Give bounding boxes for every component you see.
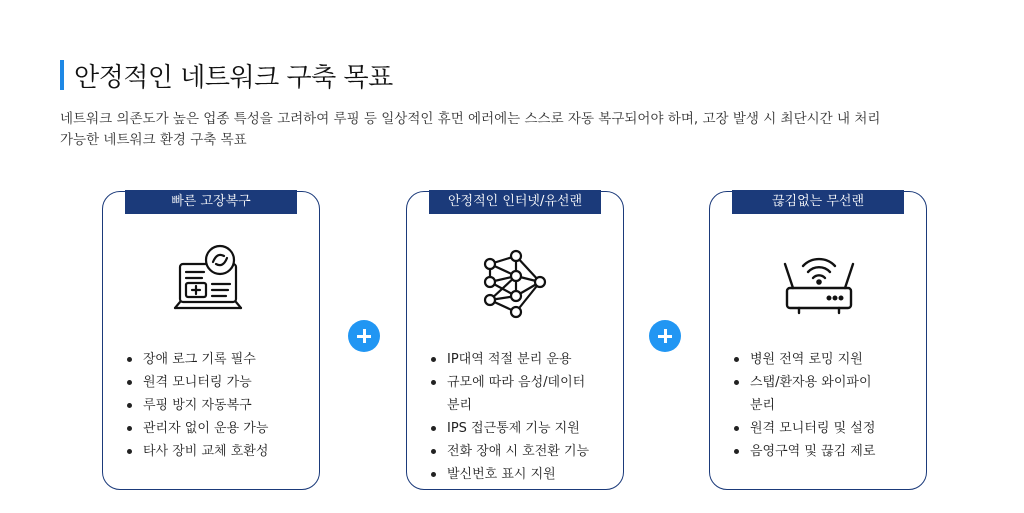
list-item: 규모에 따라 음성/데이터 (429, 371, 589, 394)
list-item: 원격 모니터링 가능 (125, 371, 268, 394)
list-item-continuation: 분리 (447, 398, 473, 413)
list-item: 장애 로그 기록 필수 (125, 348, 268, 371)
description-line: 가능한 네트워크 환경 구축 목표 (60, 132, 247, 148)
list-item: 루핑 방지 자동복구 (125, 394, 268, 417)
page-title: 안정적인 네트워크 구축 목표 (74, 62, 393, 93)
list-item: 전화 장애 시 호전환 기능 (429, 440, 589, 463)
list-item: 스탭/환자용 와이파이 (732, 371, 875, 394)
wifi-router-icon (779, 242, 859, 322)
card-stable-network (406, 191, 624, 490)
plus-icon (348, 320, 380, 352)
page-title-wrap (60, 58, 393, 92)
card-label: 빠른 고장복구 (125, 190, 297, 214)
card-label: 끊김없는 무선랜 (732, 190, 904, 214)
card-feature-list (732, 348, 875, 463)
title-accent-bar (60, 60, 64, 90)
laptop-medical-icon (172, 242, 252, 322)
card-wireless-lan (709, 191, 927, 490)
card-label: 안정적인 인터넷/유선랜 (429, 190, 601, 214)
list-item: 관리자 없이 운용 가능 (125, 417, 268, 440)
list-item: 병원 전역 로밍 지원 (732, 348, 875, 371)
list-item: IPS 접근통제 기능 지원 (429, 417, 589, 440)
card-feature-list (125, 348, 268, 463)
list-item: IP대역 적절 분리 운용 (429, 348, 589, 371)
list-item: 타사 장비 교체 호환성 (125, 440, 268, 463)
page-description (60, 109, 960, 151)
list-item-continuation: 분리 (750, 398, 776, 413)
list-item: 발신번호 표시 지원 (429, 463, 589, 486)
card-fast-recovery (102, 191, 320, 490)
description-line: 네트워크 의존도가 높은 업종 특성을 고려하여 루핑 등 일상적인 휴먼 에러에는 스스로 자동 복구되어야 하며, 고장 발생 시 최단시간 내 처리 (60, 111, 881, 127)
list-item: 원격 모니터링 및 설정 (732, 417, 875, 440)
card-feature-list (429, 348, 589, 486)
plus-icon (649, 320, 681, 352)
network-nodes-icon (476, 242, 556, 322)
list-item: 음영구역 및 끊김 제로 (732, 440, 875, 463)
